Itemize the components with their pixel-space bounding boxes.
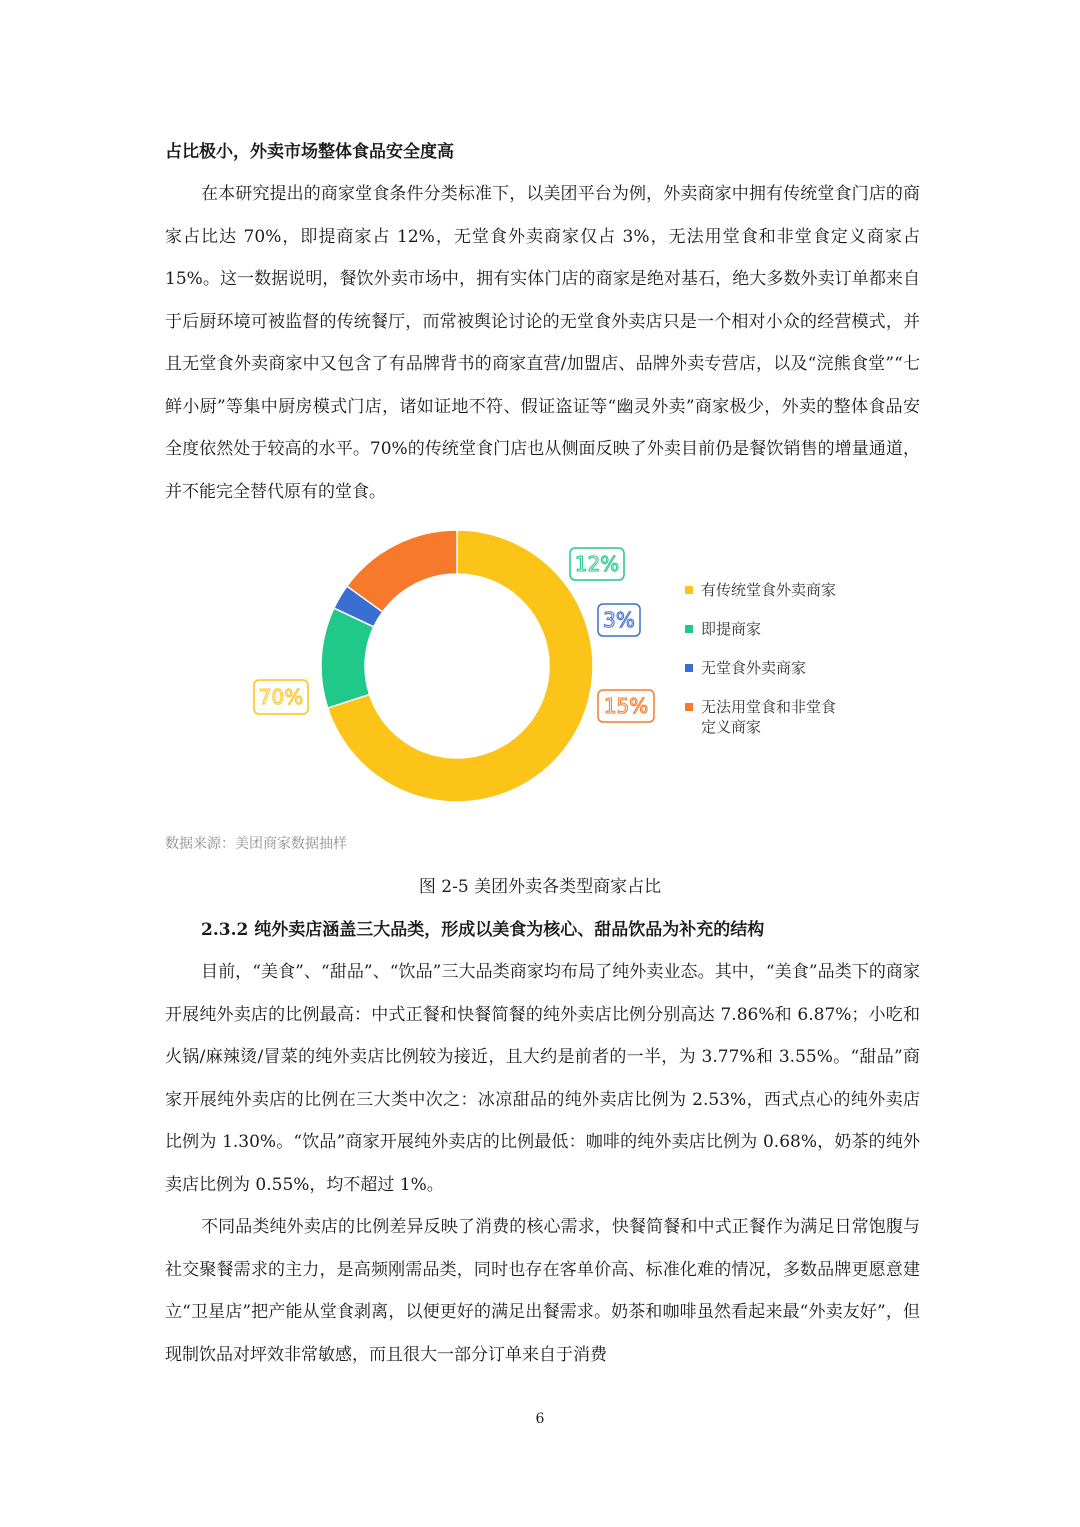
page-number: 6 <box>535 1411 545 1427</box>
legend-item-no-dinein <box>685 658 905 678</box>
legend-label-undefined-line1: 无法用堂食和非堂食 <box>701 698 837 716</box>
legend-item-undefined <box>685 697 905 737</box>
legend-label-no-dinein: 无堂食外卖商家 <box>701 659 807 677</box>
legend-label-pickup: 即提商家 <box>701 620 762 638</box>
paragraph-2: 目前，“美食”、“甜品”、“饮品”三大品类商家均布局了纯外卖业态。其中，“美食”品类下的商家开展纯外卖店的比例最高：中式正餐和快餐简餐的纯外卖店比例分别高达 7.86%和 6.87%；小吃和火锅/麻辣烫/冒菜的纯外卖店比例较为接近，且大约是前者的一半，为 3.77%和 3.55%。“甜品”商家开展纯外卖店的比例在三大类中次之：冰凉甜品的纯外卖店比例为 2.53%，西式点心的纯外卖店比例为 1.30%。“饮品”商家开展纯外卖店的比例最低：咖啡的纯外卖店比例为 0.68%，奶茶的纯外卖店比例为 0.55%，均不超过 1%。 <box>165 962 920 1195</box>
paragraph-3: 不同品类纯外卖店的比例差异反映了消费的核心需求，快餐简餐和中式正餐作为满足日常饱腹与社交聚餐需求的主力，是高频刚需品类，同时也存在客单价高、标准化难的情况，多数品牌更愿意建立“卫星店”把产能从堂食剥离，以便更好的满足出餐需求。奶茶和咖啡虽然看起来最“外卖友好”，但现制饮品对坪效非常敏感，而且很大一部分订单来自于消费 <box>165 1217 920 1365</box>
legend-item-traditional <box>685 580 905 600</box>
legend-item-pickup <box>685 619 905 639</box>
chart-legend <box>685 580 905 756</box>
value-label-text-undefined: 15% <box>603 694 649 718</box>
subsection-heading: 2.3.2 纯外卖店涵盖三大品类，形成以美食为核心、甜品饮品为补充的结构 <box>201 920 765 940</box>
value-label-text-no-dinein: 3% <box>603 608 635 632</box>
value-label-pickup <box>570 548 624 580</box>
value-label-text-traditional: 70% <box>258 685 304 709</box>
legend-swatch-no-dinein <box>685 664 693 672</box>
figure-caption: 图 2-5 美团外卖各类型商家占比 <box>418 877 662 897</box>
value-label-text-pickup: 12% <box>574 552 620 576</box>
legend-label-undefined-line2: 定义商家 <box>701 718 762 736</box>
section-heading: 占比极小，外卖市场整体食品安全度高 <box>165 142 454 162</box>
value-label-no-dinein <box>598 604 640 636</box>
donut-chart-svg <box>160 530 680 830</box>
donut-chart <box>160 530 920 830</box>
value-label-traditional <box>254 680 308 714</box>
legend-swatch-undefined <box>685 703 693 711</box>
legend-swatch-pickup <box>685 625 693 633</box>
value-label-undefined <box>598 690 654 722</box>
legend-label-traditional: 有传统堂食外卖商家 <box>701 581 837 599</box>
source-note: 数据来源：美团商家数据抽样 <box>165 836 347 852</box>
paragraph-1: 在本研究提出的商家堂食条件分类标准下，以美团平台为例，外卖商家中拥有传统堂食门店的商家占比达 70%，即提商家占 12%，无堂食外卖商家仅占 3%，无法用堂食和非堂食定义商家占 15%。这一数据说明，餐饮外卖市场中，拥有实体门店的商家是绝对基石，绝大多数外卖订单都来自于后厨环境可被监督的传统餐厅，而常被舆论讨论的无堂食外卖店只是一个相对小众的经营模式，并且无堂食外卖商家中又包含了有品牌背书的商家直营/加盟店、品牌外卖专营店，以及“浣熊食堂”“七鲜小厨”等集中厨房模式门店，诸如证地不符、假证盗证等“幽灵外卖”商家极少，外卖的整体食品安全度依然处于较高的水平。70%的传统堂食门店也从侧面反映了外卖目前仍是餐饮销售的增量通道，并不能完全替代原有的堂食。 <box>165 184 920 502</box>
legend-swatch-traditional <box>685 586 693 594</box>
